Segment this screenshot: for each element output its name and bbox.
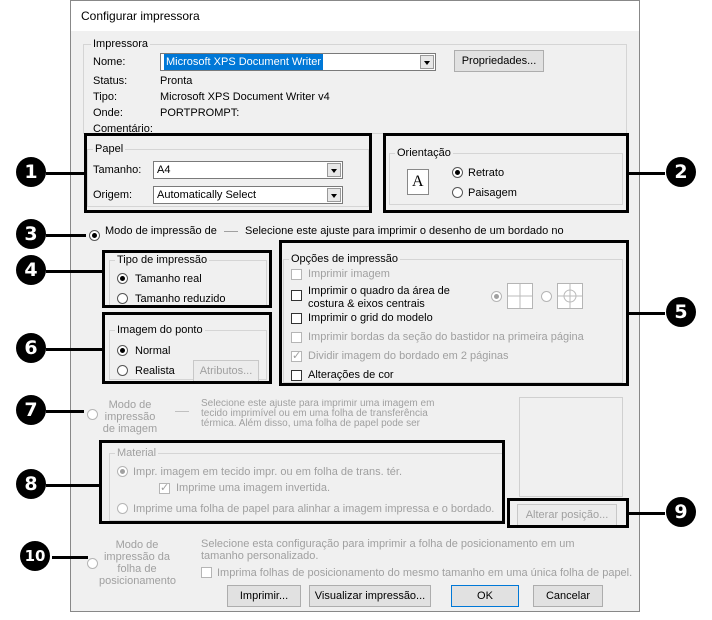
paper-source-select[interactable]: Automatically Select	[153, 186, 343, 204]
printer-name-select[interactable]: Microsoft XPS Document Writer	[160, 53, 436, 71]
print-type-group-label: Tipo de impressão	[117, 254, 208, 266]
leader-line-3	[46, 234, 86, 237]
leader-line-1	[46, 172, 84, 175]
where-value: PORTPROMPT:	[160, 107, 240, 119]
callout-box-2	[383, 133, 629, 213]
normal-label[interactable]: Normal	[135, 345, 171, 357]
paper-source-label: Origem:	[93, 189, 133, 201]
positioning-mode-label[interactable]: Modo de impressão da folha de posicionamento	[99, 539, 177, 587]
material-group-label: Material	[117, 447, 157, 459]
real-size-label[interactable]: Tamanho real	[135, 273, 202, 285]
ok-button[interactable]: OK	[451, 585, 519, 607]
leader-line-2	[629, 172, 665, 175]
printer-group-label: Impressora	[93, 38, 149, 50]
print-grid-label[interactable]: Imprimir o grid do modelo	[308, 312, 433, 324]
callout-number-6: 6	[16, 333, 46, 363]
leader-line-7	[46, 410, 84, 413]
embroidery-mode-desc: Selecione este ajuste para imprimir o desenho de um bordado no	[245, 225, 564, 237]
paper-group-label: Papel	[95, 143, 124, 155]
image-mode-radio[interactable]	[87, 409, 98, 420]
callout-box-8	[99, 440, 505, 524]
where-label: Onde:	[93, 107, 123, 119]
landscape-label[interactable]: Paisagem	[468, 187, 517, 199]
realistic-label[interactable]: Realista	[135, 365, 175, 377]
callout-box-6	[102, 312, 272, 384]
portrait-page-icon: A	[407, 169, 429, 195]
embroidery-mode-label[interactable]: Modo de impressão de	[105, 225, 217, 237]
split-image-label[interactable]: Dividir imagem do bordado em 2 páginas	[308, 350, 509, 362]
callout-box-4	[102, 250, 272, 308]
paper-align-label[interactable]: Imprime uma folha de papel para alinhar a imagem impressa e o bordado.	[133, 503, 495, 515]
paper-size-label: Tamanho:	[93, 164, 142, 176]
preview-button[interactable]: Visualizar impressão...	[309, 585, 431, 607]
comment-label: Comentário:	[93, 123, 153, 132]
embroidery-mode-radio[interactable]	[89, 230, 100, 241]
point-image-group-label: Imagem do ponto	[117, 324, 203, 336]
print-button[interactable]: Imprimir...	[227, 585, 301, 607]
print-hoop-edges-label[interactable]: Imprimir bordas da seção do bastidor na primeira página	[308, 331, 584, 343]
leader-line-6	[46, 348, 102, 351]
divider	[175, 411, 189, 412]
invert-image-label[interactable]: Imprime uma imagem invertida.	[176, 482, 331, 494]
print-options-group-label: Opções de impressão	[291, 253, 398, 265]
positioning-mode-desc: Selecione esta configuração para imprimir a folha de posicionamento em um tamanho personalizado.	[201, 538, 575, 562]
type-value: Microsoft XPS Document Writer v4	[160, 91, 330, 103]
paper-size-select[interactable]: A4	[153, 161, 343, 179]
callout-number-5: 5	[666, 297, 696, 327]
callout-number-2: 2	[666, 157, 696, 187]
title-bar	[71, 1, 639, 31]
callout-box-9	[507, 498, 629, 528]
status-label: Status:	[93, 75, 128, 87]
leader-line-4	[46, 270, 102, 273]
color-changes-label[interactable]: Alterações de cor	[308, 369, 394, 381]
chevron-down-icon[interactable]	[420, 55, 434, 69]
callout-number-9: 9	[666, 497, 696, 527]
image-mode-label[interactable]: Modo de impressão de imagem	[102, 399, 158, 435]
printer-name-label: Nome:	[93, 56, 126, 68]
image-preview-box	[519, 397, 623, 497]
same-size-checkbox[interactable]	[201, 567, 212, 578]
reduced-size-label[interactable]: Tamanho reduzido	[135, 293, 226, 305]
divider	[224, 231, 238, 232]
callout-box-1	[84, 133, 372, 213]
image-mode-desc: Selecione este ajuste para imprimir uma imagem em tecido imprimível ou em uma folha de transferência térmica. Além disso, uma folha de papel pode ser	[201, 399, 435, 429]
callout-number-4: 4	[16, 255, 46, 285]
same-size-label[interactable]: Imprima folhas de posicionamento do mesmo tamanho em uma única folha de papel.	[217, 567, 633, 579]
callout-number-1: 1	[16, 157, 46, 187]
callout-number-8: 8	[16, 469, 46, 499]
cancel-button[interactable]: Cancelar	[533, 585, 603, 607]
change-position-button[interactable]: Alterar posição...	[517, 504, 617, 526]
leader-line-8	[46, 484, 99, 487]
positioning-mode-radio[interactable]	[87, 558, 98, 569]
callout-number-10: 10	[20, 541, 50, 571]
orientation-group-label: Orientação	[397, 147, 451, 159]
properties-button[interactable]: Propriedades...	[454, 50, 544, 72]
callout-number-7: 7	[16, 395, 46, 425]
print-image-label[interactable]: Imprimir imagem	[308, 268, 390, 280]
leader-line-5	[629, 312, 665, 315]
leader-line-10	[52, 556, 88, 559]
portrait-label[interactable]: Retrato	[468, 167, 505, 179]
status-value: Pronta	[160, 75, 193, 87]
callout-box-5	[279, 240, 629, 386]
leader-line-9	[629, 512, 665, 515]
print-frame-label[interactable]: Imprimir o quadro da área de costura & eixos centrais	[308, 285, 450, 310]
fabric-print-label[interactable]: Impr. imagem em tecido impr. ou em folha de trans. tér.	[133, 466, 403, 478]
dialog-title: Configurar impressora	[81, 9, 200, 23]
type-label: Tipo:	[93, 91, 118, 103]
attributes-button[interactable]: Atributos...	[193, 360, 259, 382]
callout-number-3: 3	[16, 219, 46, 249]
